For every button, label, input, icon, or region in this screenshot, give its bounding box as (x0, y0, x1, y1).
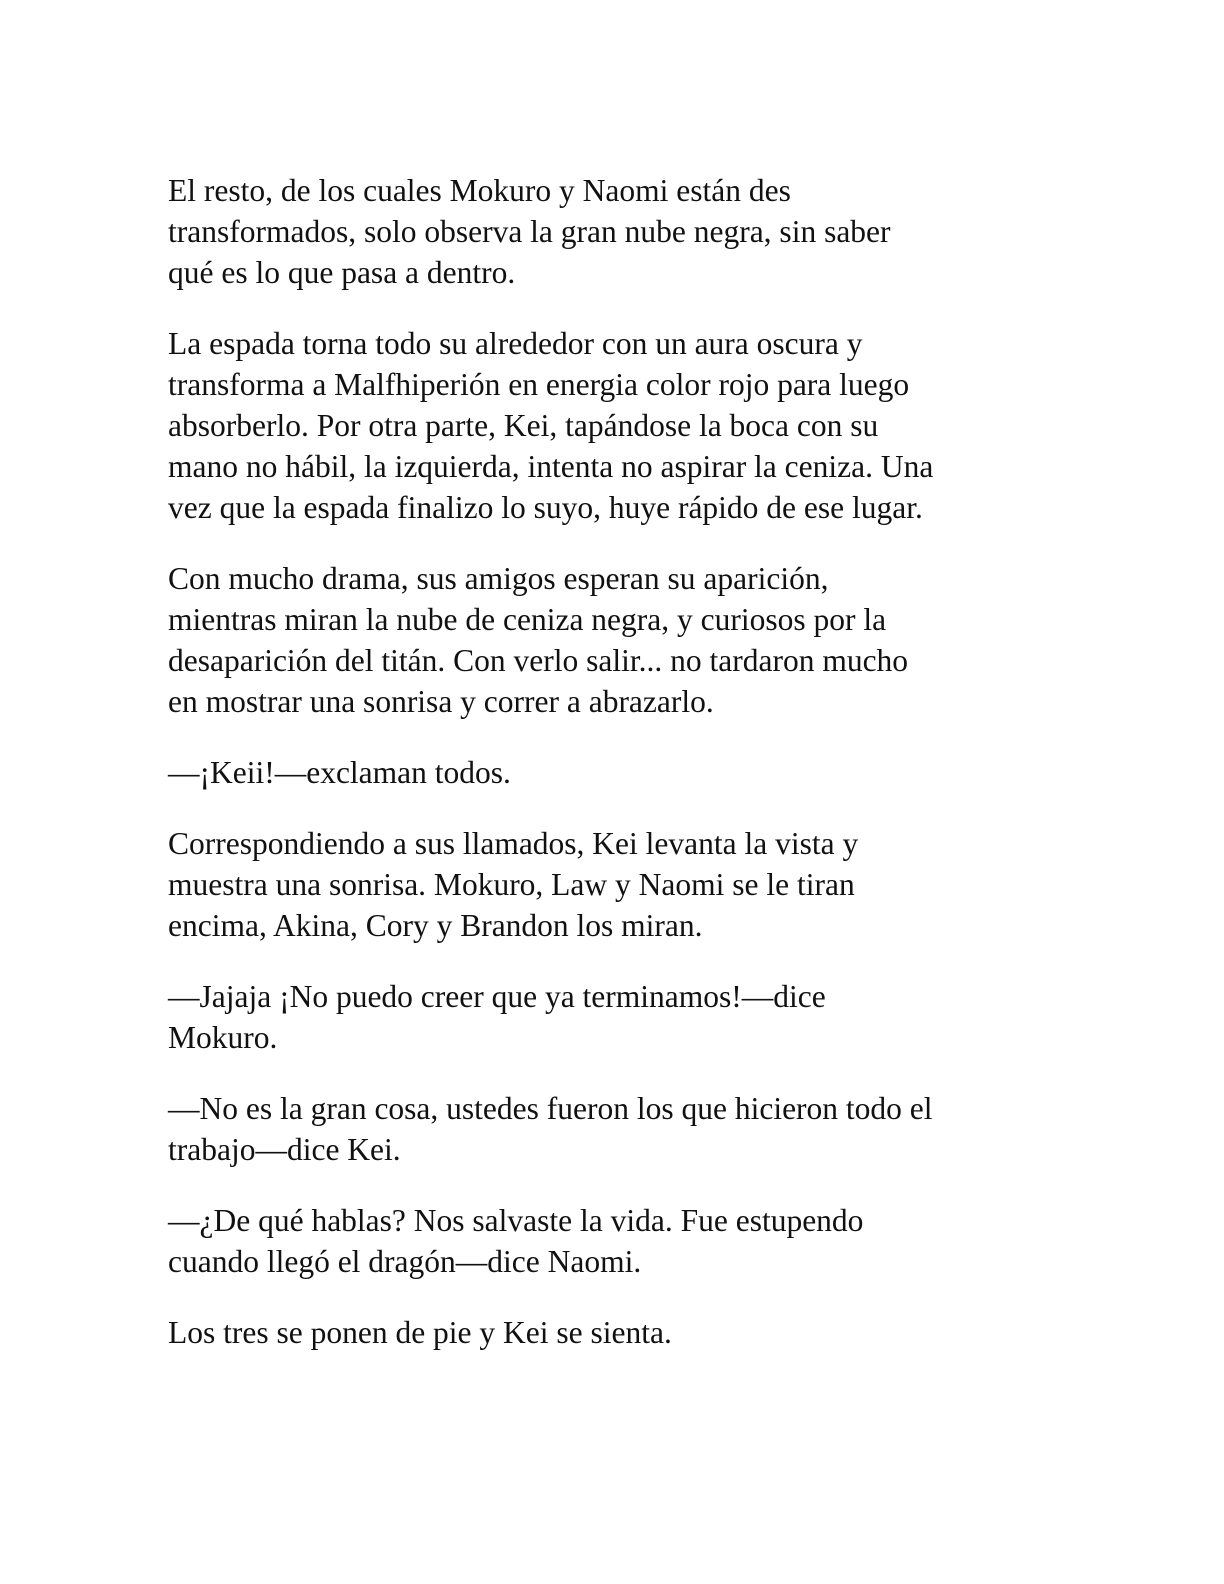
text-line: La espada torna todo su alrededor con un aura oscura y (168, 326, 863, 361)
text-line: —¿De qué hablas? Nos salvaste la vida. Fue estupendo (168, 1203, 864, 1238)
text-line: mientras miran la nube de ceniza negra, y curiosos por la (168, 602, 887, 637)
text-line: qué es lo que pasa a dentro. (168, 255, 516, 290)
text-line: muestra una sonrisa. Mokuro, Law y Naomi se le tiran (168, 867, 855, 902)
text-line: Los tres se ponen de pie y Kei se sienta. (168, 1315, 672, 1350)
text-line: transformados, solo observa la gran nube negra, sin saber (168, 214, 891, 249)
paragraph (168, 558, 1068, 722)
dialogue-paragraph (168, 752, 1068, 793)
text-line: —Jajaja ¡No puedo creer que ya terminamos!—dice (168, 979, 826, 1014)
text-line: —¡Keii!—exclaman todos. (168, 755, 511, 790)
dialogue-paragraph (168, 1088, 1068, 1170)
dialogue-paragraph (168, 1200, 1068, 1282)
text-line: —No es la gran cosa, ustedes fueron los que hicieron todo el (168, 1091, 933, 1126)
text-line: encima, Akina, Cory y Brandon los miran. (168, 908, 703, 943)
paragraph (168, 170, 1068, 293)
paragraph (168, 1312, 1068, 1353)
text-line: El resto, de los cuales Mokuro y Naomi están des (168, 173, 791, 208)
text-line: Correspondiendo a sus llamados, Kei levanta la vista y (168, 826, 859, 861)
text-line: en mostrar una sonrisa y correr a abrazarlo. (168, 684, 714, 719)
document-page (168, 170, 1068, 1383)
text-line: vez que la espada finalizo lo suyo, huye rápido de ese lugar. (168, 490, 923, 525)
dialogue-paragraph (168, 976, 1068, 1058)
paragraph (168, 823, 1068, 946)
text-line: mano no hábil, la izquierda, intenta no aspirar la ceniza. Una (168, 449, 934, 484)
text-line: cuando llegó el dragón—dice Naomi. (168, 1244, 642, 1279)
text-line: trabajo—dice Kei. (168, 1132, 401, 1167)
text-line: Mokuro. (168, 1020, 278, 1055)
paragraph (168, 323, 1068, 528)
text-line: Con mucho drama, sus amigos esperan su aparición, (168, 561, 829, 596)
text-line: transforma a Malfhiperión en energia color rojo para luego (168, 367, 910, 402)
text-line: absorberlo. Por otra parte, Kei, tapándose la boca con su (168, 408, 879, 443)
text-line: desaparición del titán. Con verlo salir... no tardaron mucho (168, 643, 909, 678)
